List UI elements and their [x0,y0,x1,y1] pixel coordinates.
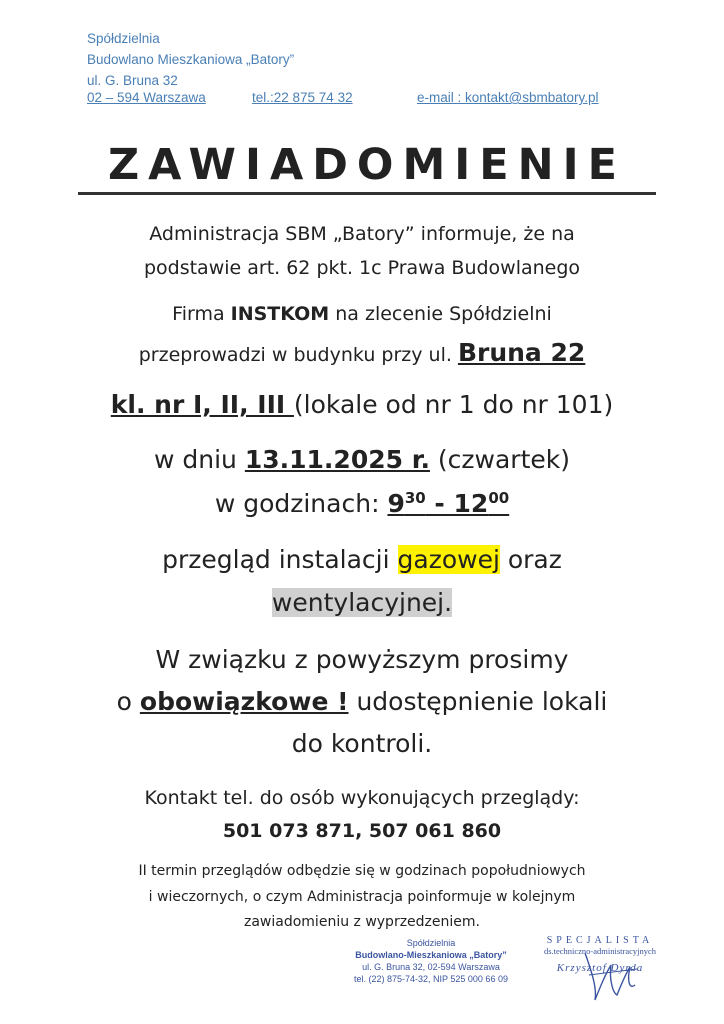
body-line-5: kl. nr I, II, III (lokale od nr 1 do nr 101) [110,390,614,419]
letterhead [87,28,294,91]
body-line-ventilation [0,588,724,617]
body-line-2: podstawie art. 62 pkt. 1c Prawa Budowlanego [143,257,581,279]
title-underline [78,192,656,195]
cooperative-stamp: Spółdzielnia Budowlano-Mieszkaniowa „Batory” ul. G. Bruna 32, 02-594 Warszawa tel. (22) 875-74-32, NIP 525 000 66 09 [354,938,508,984]
handwritten-signature [575,945,645,1005]
letterhead-email[interactable]: e-mail : kontakt@sbmbatory.pl [417,90,599,105]
contact-label: Kontakt tel. do osób wykonujących przeglądy: [144,787,580,809]
gas-installation-highlight: gazowej [397,545,500,574]
body-line-date: w dniu 13.11.2025 r. (czwartek) [153,445,570,474]
body-line-mandatory: o obowiązkowe ! udostępnienie lokali [116,687,608,716]
body-line-scope: przegląd instalacji gazowej oraz [162,545,562,574]
note-line-2: i wieczornych, o czym Administracja poinformuje w kolejnym [148,889,576,905]
body-line-4: przeprowadzi w budynku przy ul. Bruna 22 [138,338,586,367]
note-line-1: II termin przeglądów odbędzie się w godzinach popołudniowych [138,863,586,879]
letterhead-org-name: Budowlano Mieszkaniowa „Batory” [87,52,295,67]
body-line-3: Firma INSTKOM na zlecenie Spółdzielni [172,303,552,325]
letterhead-city: 02 – 594 Warszawa [87,90,206,105]
letterhead-street: ul. G. Bruna 32 [87,73,178,88]
body-line-1: Administracja SBM „Batory” informuje, że na [149,223,575,245]
letterhead-org: Spółdzielnia [87,31,160,46]
ventilation-highlight: wentylacyjnej. [271,588,453,617]
specialist-stamp: SPECJALISTA ds.techniczno-administracyjnych Krzysztof Dyrda [543,935,657,974]
note-line-3: zawiadomieniu z wyprzedzeniem. [244,914,480,930]
mandatory-emphasis: obowiązkowe ! [139,687,349,716]
inspection-hours: $9^{30} - 12^{00}$ [387,489,510,518]
body-line-request: W związku z powyższym prosimy [155,645,569,674]
firm-name: INSTKOM [230,303,330,325]
body-line-hours: w godzinach: $9^{30} - 12^{00}$ [214,489,510,518]
contact-numbers: 501 073 871, 507 061 860 [222,820,502,842]
street-address: Bruna 22 [457,338,586,367]
document-title: ZAWIADOMIENIE [107,140,626,190]
inspection-date: 13.11.2025 r. [244,445,430,474]
letterhead-phone: tel.:22 875 74 32 [252,90,353,105]
body-line-control: do kontroli. [291,729,433,758]
staircases: kl. nr I, II, III [110,390,294,419]
